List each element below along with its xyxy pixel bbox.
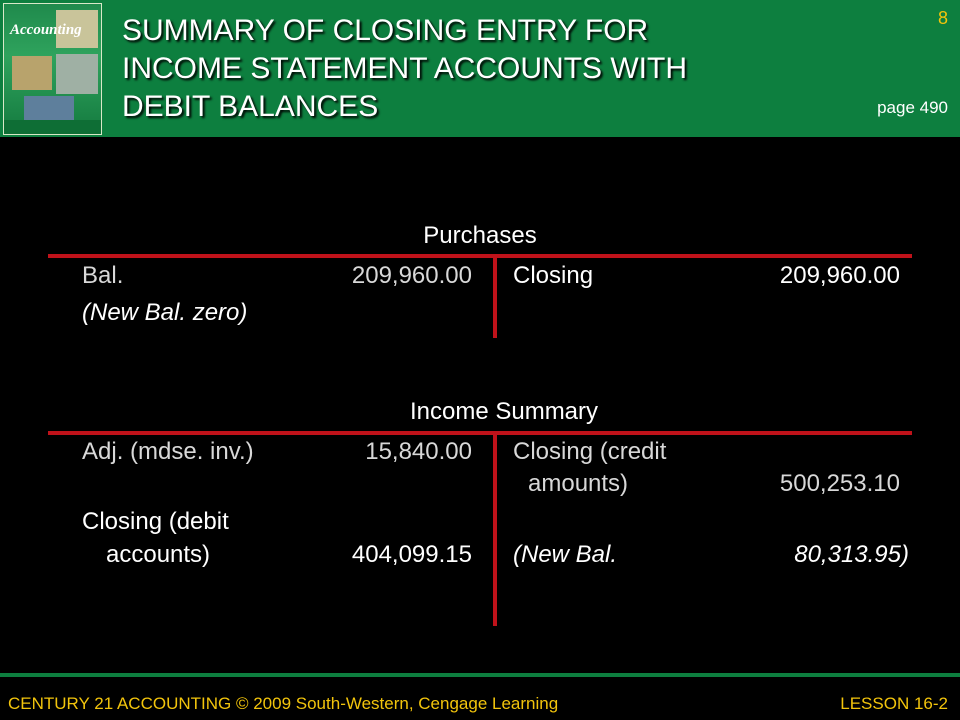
title-banner xyxy=(0,0,960,137)
purchases-credit-label: Closing xyxy=(513,262,594,289)
slide-title: SUMMARY OF CLOSING ENTRY FOR INCOME STATEMENT ACCOUNTS WITH DEBIT BALANCES xyxy=(122,14,688,123)
income-summary-debit2-label-line2: accounts) xyxy=(106,541,211,568)
footer-copyright: CENTURY 21 ACCOUNTING © 2009 South-Western, Cengage Learning xyxy=(8,694,559,713)
income-summary-credit1-amount: 500,253.10 xyxy=(779,470,900,497)
footer-divider xyxy=(0,673,960,677)
purchases-title: Purchases xyxy=(423,222,537,249)
income-summary-debit2-label-line1: Closing (debit xyxy=(82,508,229,535)
income-summary-new-balance-label: (New Bal. xyxy=(513,541,618,568)
purchases-t-vertical-line xyxy=(493,254,497,338)
textbook-cover-image xyxy=(3,3,102,135)
purchases-new-balance-note: (New Bal. zero) xyxy=(82,299,248,326)
page-reference: page 490 xyxy=(877,98,948,117)
purchases-credit-amount: 209,960.00 xyxy=(779,262,900,289)
cover-brand: Accounting xyxy=(10,22,82,38)
income-summary-t-vertical-line xyxy=(493,431,497,626)
income-summary-credit1-label-line2: amounts) xyxy=(528,470,629,497)
income-summary-title: Income Summary xyxy=(409,398,599,425)
cover-photo xyxy=(12,56,52,90)
purchases-t-horizontal-line xyxy=(48,254,912,258)
purchases-debit-label: Bal. xyxy=(82,262,124,289)
income-summary-debit1-label: Adj. (mdse. inv.) xyxy=(82,438,254,465)
cover-strip xyxy=(4,120,101,134)
income-summary-t-horizontal-line xyxy=(48,431,912,435)
income-summary-debit2-amount: 404,099.15 xyxy=(351,541,472,568)
income-summary-debit1-amount: 15,840.00 xyxy=(365,438,472,465)
cover-photo xyxy=(56,54,98,94)
income-summary-new-balance-amount: 80,313.95) xyxy=(794,541,909,568)
footer-lesson: LESSON 16-2 xyxy=(840,694,948,713)
slide-number: 8 xyxy=(937,8,948,28)
purchases-debit-amount: 209,960.00 xyxy=(351,262,472,289)
income-summary-credit1-label-line1: Closing (credit xyxy=(513,438,667,465)
